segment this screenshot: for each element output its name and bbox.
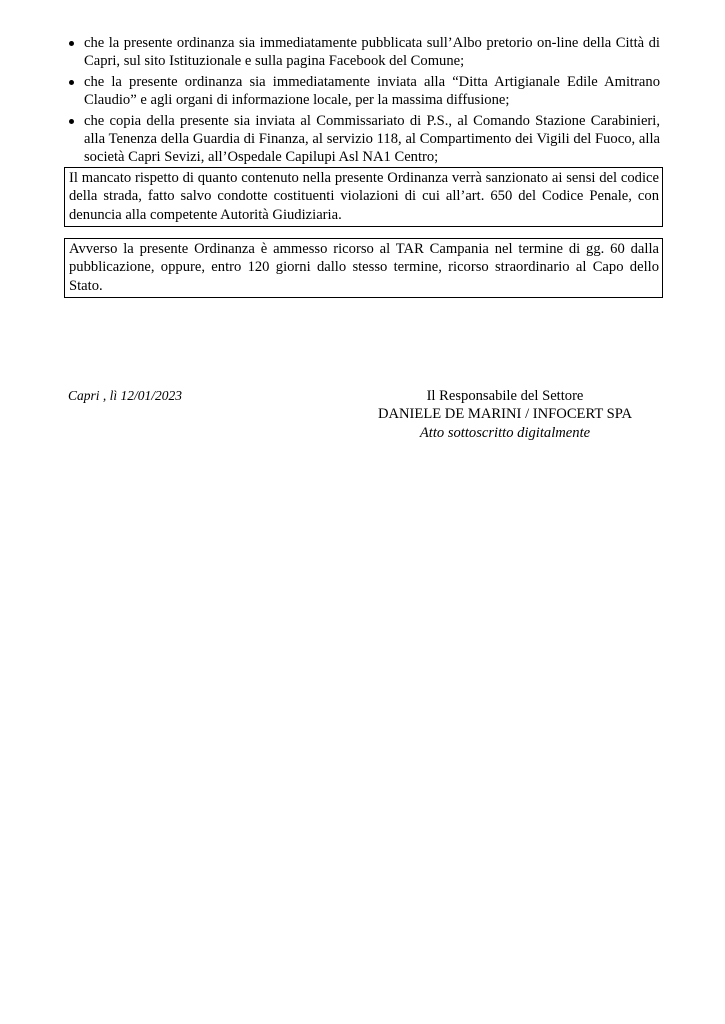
list-item — [66, 112, 660, 167]
distribution-list — [66, 34, 660, 169]
sanctions-notice-text: Il mancato rispetto di quanto contenuto nella presente Ordinanza verrà sanzionato ai sensi del codice della strada, fatto salvo condotte costituenti violazioni di cui all’art. 650 del Codice Penale, con denuncia alla competente Autorità Giudiziaria. — [69, 170, 659, 223]
appeal-notice-box — [64, 238, 663, 298]
bullet-icon — [69, 119, 74, 124]
list-item-text: che copia della presente sia inviata al Commissariato di P.S., al Comando Stazione Carabinieri, alla Tenenza della Guardia di Finanza, al servizio 118, al Compartimento dei Vigili del Fuoco, alla società Capri Sevizi, all’Ospedale Capilupi Asl NA1 Centro; — [84, 112, 660, 166]
signature-name: DANIELE DE MARINI / INFOCERT SPA — [377, 406, 633, 423]
place-date: Capri , lì 12/01/2023 — [68, 388, 183, 403]
bullet-icon — [69, 80, 74, 85]
appeal-notice-text: Avverso la presente Ordinanza è ammesso ricorso al TAR Campania nel termine di gg. 60 dalla pubblicazione, oppure, entro 120 giorni dallo stesso termine, ricorso straordinario al Capo dello Stato. — [69, 241, 659, 294]
list-item — [66, 34, 660, 71]
list-item-text: che la presente ordinanza sia immediatamente pubblicata sull’Albo pretorio on-line della Città di Capri, sul sito Istituzionale e sulla pagina Facebook del Comune; — [84, 35, 660, 70]
signature-block — [360, 387, 650, 442]
signature-role: Il Responsabile del Settore — [426, 388, 584, 404]
list-item-text: che la presente ordinanza sia immediatamente inviata alla “Ditta Artigianale Edile Amitrano Claudio” e agli organi di informazione locale, per la massima diffusione; — [84, 73, 660, 109]
list-item — [66, 73, 660, 110]
sanctions-notice-box — [64, 167, 663, 227]
signature-note: Atto sottoscritto digitalmente — [419, 424, 591, 441]
bullet-icon — [69, 41, 74, 46]
